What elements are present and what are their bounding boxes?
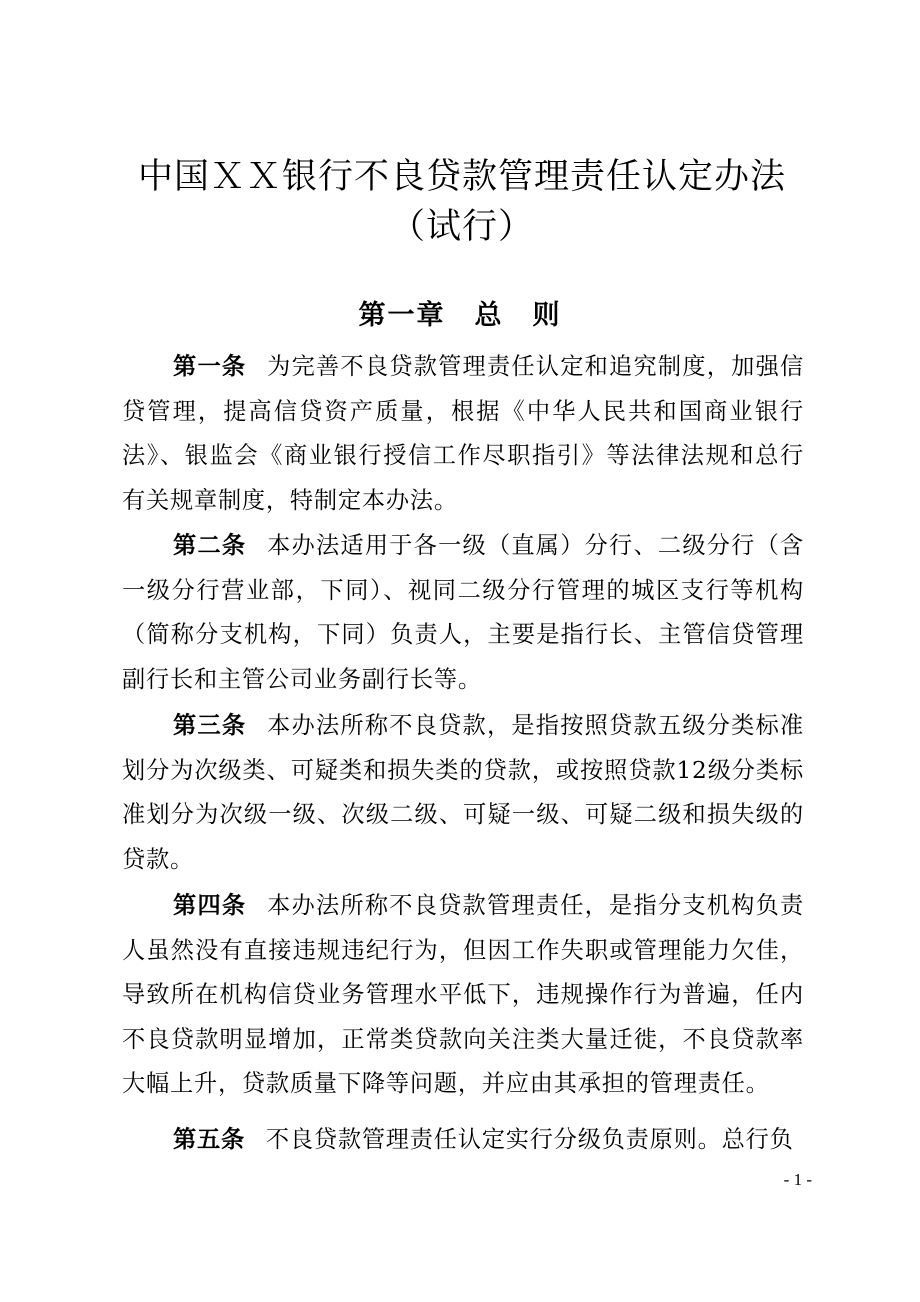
article-5-label: 第五条 <box>173 1126 245 1153</box>
article-3-label: 第三条 <box>173 712 247 739</box>
article-3-text: 本办法所称不良贷款，是指按照贷款五级分类标准划分为次级类、可疑类和损失类的贷款，或按照贷款12级分类标准划分为次级一级、次级二级、可疑一级、可疑二级和损失级的贷款。 <box>122 712 804 873</box>
article-5 <box>122 1118 804 1163</box>
article-4-text: 本办法所称不良贷款管理责任，是指分支机构负责人虽然没有直接违规违纪行为，但因工作失职或管理能力欠佳，导致所在机构信贷业务管理水平低下，违规操作行为普遍，任内不良贷款明显增加，正常类贷款向关注类大量迁徙，不良贷款率大幅上升，贷款质量下降等问题，并应由其承担的管理责任。 <box>122 892 804 1097</box>
chapter-heading: 第一章 总 则 <box>358 300 562 331</box>
article-2-text: 本办法适用于各一级（直属）分行、二级分行（含一级分行营业部，下同）、视同二级分行管理的城区支行等机构（简称分支机构，下同）负责人，主要是指行长、主管信贷管理副行长和主管公司业务副行长等。 <box>122 532 804 693</box>
article-3 <box>122 704 804 882</box>
article-1 <box>122 345 804 523</box>
document-title: 中国ＸＸ银行不良贷款管理责任认定办法（试行） <box>137 157 786 247</box>
article-4 <box>122 884 804 1107</box>
page-number: - 1 - <box>783 1170 812 1189</box>
article-2-label: 第二条 <box>173 532 247 559</box>
article-5-text: 不良贷款管理责任认定实行分级负责原则。总行负 <box>265 1126 794 1153</box>
article-1-label: 第一条 <box>173 353 247 380</box>
article-1-text: 为完善不良贷款管理责任认定和追究制度，加强信贷管理，提高信贷资产质量，根据《中华人民共和国商业银行法》、银监会《商业银行授信工作尽职指引》等法律法规和总行有关规章制度，特制定本办法。 <box>122 353 804 514</box>
article-2 <box>122 524 804 702</box>
article-4-label: 第四条 <box>173 892 247 919</box>
